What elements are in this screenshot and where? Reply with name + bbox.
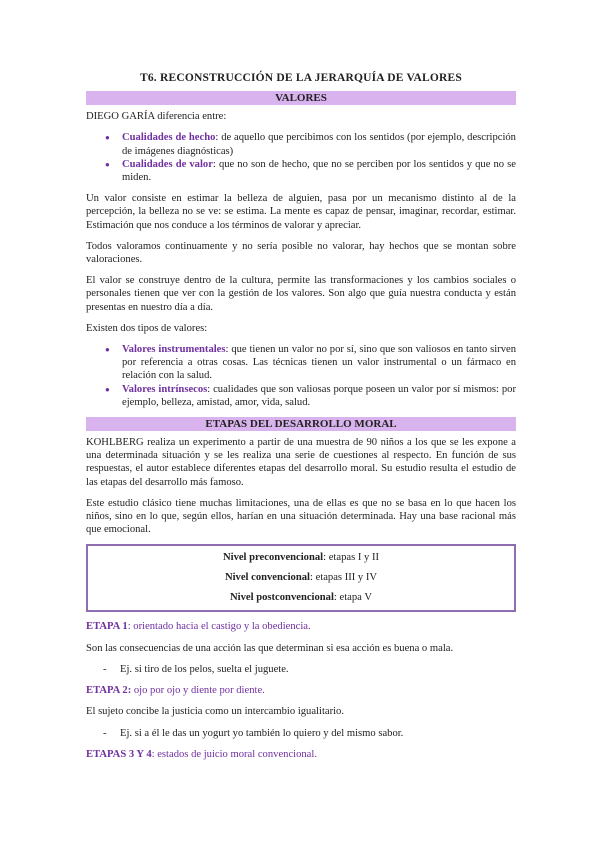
paragraph-intro: DIEGO GARÍA diferencia entre: xyxy=(86,111,227,123)
list-item xyxy=(122,343,516,383)
nivel-row xyxy=(88,568,514,588)
example-item: - Ej. si a él le das un yogurt yo también lo quiero y del mismo sabor. xyxy=(120,727,516,740)
paragraph: El valor se construye dentro de la cultura, permite las transformaciones y los cambios sociales o personales tienen que ver con la gestión de los valores. Son algo que guía nuestra conducta y están presentas en nuestro día a día. xyxy=(86,275,516,313)
nivel-text: : etapas I y II xyxy=(323,552,380,564)
bullet-keyword: Cualidades de hecho xyxy=(122,132,216,144)
etapa-text: ojo por ojo y diente por diente. xyxy=(131,685,265,697)
paragraph: Son las consecuencias de una acción las que determinan si esa acción es buena o mala. xyxy=(86,642,454,654)
bullet-list-cualidades xyxy=(86,131,516,184)
paragraph: Existen dos tipos de valores: xyxy=(86,322,208,334)
etapa-text: : orientado hacia el castigo y la obediencia. xyxy=(127,621,311,633)
list-item xyxy=(122,131,516,157)
example-item: - Ej. si tiro de los pelos, suelta el juguete. xyxy=(120,663,516,676)
nivel-label: Nivel convencional xyxy=(224,572,310,584)
etapa-text: : estados de juicio moral convencional. xyxy=(151,748,317,760)
paragraph: KOHLBERG realiza un experimento a partir de una muestra de 90 niños a los que se les expone a una determinada situación y se les realiza una serie de cuestiones al respecto. En función de sus respuestas, el autor establece diferentes etapas del desarrollo moral. Su estudio resulta el estudio de las etapas del desarrollo más famoso. xyxy=(86,437,516,488)
section-header-etapas: ETAPAS DEL DESARROLLO MORAL xyxy=(86,417,516,431)
list-item xyxy=(122,383,516,409)
etapa-1-heading xyxy=(86,620,516,633)
page-title: T6. RECONSTRUCCIÓN DE LA JERARQUÍA DE VALORES xyxy=(139,72,462,84)
bullet-list-tipos-valores xyxy=(86,343,516,409)
nivel-row xyxy=(88,588,514,608)
etapa-label: ETAPA 2: xyxy=(86,685,132,697)
bullet-text: : que no son de hecho, que no se perciben por los sentidos y que no se miden. xyxy=(122,158,516,184)
nivel-row xyxy=(88,548,514,568)
nivel-text: : etapas III y IV xyxy=(309,572,378,584)
bullet-keyword: Valores instrumentales xyxy=(122,344,226,356)
paragraph: Este estudio clásico tiene muchas limitaciones, una de ellas es que no se basa en lo que hacen los niños, sino en lo que, según ellos, harían en una situación determinada. Hay una base racional más que emocional. xyxy=(86,497,516,536)
etapa-label: ETAPA 1 xyxy=(86,621,128,633)
paragraph: Un valor consiste en estimar la belleza de alguien, pasa por un mecanismo distinto al de la percepción, la belleza no se ve: se estima. La mente es capaz de pensar, imaginar, recordar, estimar. Estimación que nos conduce a los términos de valorar y apreciar. xyxy=(86,193,516,231)
document-page xyxy=(86,72,516,769)
bullet-text: : de aquello que percibimos con los sentidos (por ejemplo, descripción de imágenes diagnósticas) xyxy=(122,132,516,157)
bullet-text: : cualidades que son valiosas porque poseen un valor por sí mismos: por ejemplo, belleza, amistad, amor, vida, salud. xyxy=(122,383,516,408)
etapa-label: ETAPAS 3 Y 4 xyxy=(86,748,152,760)
niveles-box xyxy=(86,544,516,612)
example-list xyxy=(86,727,516,740)
bullet-keyword: Cualidades de valor xyxy=(122,158,213,170)
section-header-valores: VALORES xyxy=(86,91,516,105)
example-list xyxy=(86,663,516,676)
paragraph: Todos valoramos continuamente y no sería posible no valorar, hay hechos que se montan sobre valoraciones. xyxy=(86,240,516,266)
etapa-3-4-heading xyxy=(86,748,516,761)
etapa-2-heading xyxy=(86,684,516,697)
list-item xyxy=(122,158,516,184)
nivel-label: Nivel preconvencional xyxy=(222,552,324,564)
nivel-label: Nivel postconvencional xyxy=(230,592,334,604)
nivel-text: : etapa V xyxy=(333,592,372,604)
paragraph: El sujeto concibe la justicia como un intercambio igualitario. xyxy=(86,706,345,718)
bullet-text: : que tienen un valor no por sí, sino que son valiosos en tanto sirven por referencia a otras cosas. Las técnicas tienen un valor instrumental o un fármaco en relación con la salud. xyxy=(122,344,516,382)
bullet-keyword: Valores intrínsecos xyxy=(122,383,208,395)
